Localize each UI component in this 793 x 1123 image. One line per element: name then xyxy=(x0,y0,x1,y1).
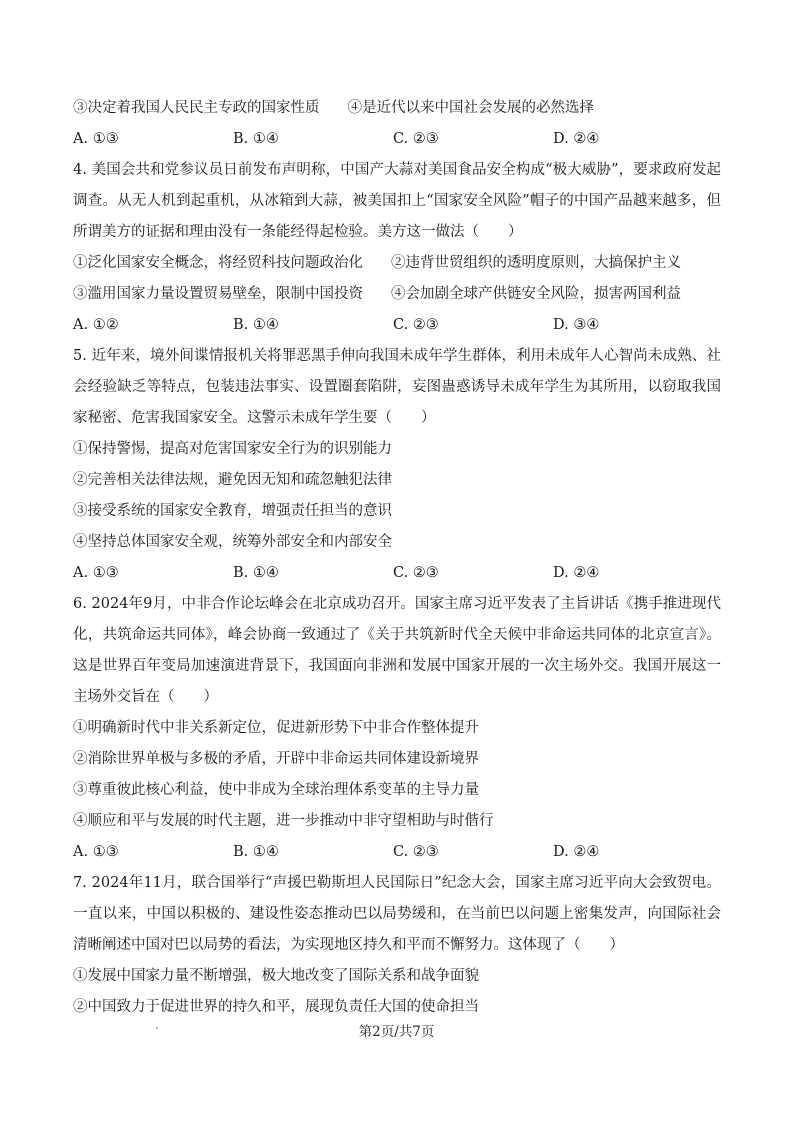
q7-statement-2: ②中国致力于促进世界的持久和平，展现负责任大国的使命担当 xyxy=(73,999,479,1015)
q4-stem: 4. 美国会共和党参议员日前发布声明称，中国产大蒜对美国食品安全构成“极大威胁”，要求政府发起调查。从无人机到起重机，从冰箱到大蒜，被美国扣上“国家安全风险”帽子的中国产品越来越多，但所谓美方的证据和理由没有一条能经得起检验。美方这一做法（ ） xyxy=(73,162,721,240)
q3-options xyxy=(73,124,723,155)
q7-statement-1: ①发展中国家力量不断增强，极大地改变了国际关系和战争面貌 xyxy=(73,968,479,984)
q4-statement-4: ④会加剧全球产供链安全风险，损害两国利益 xyxy=(391,286,681,302)
q6-stem: 6. 2024年9月，中非合作论坛峰会在北京成功召开。国家主席习近平发表了主旨讲话《携手推进现代化，共筑命运共同体》，峰会协商一致通过了《关于共筑新时代全天候中非命运共同体的北京宣言》。这是世界百年变局加速演进背景下，我国面向非洲和发展中国家开展的一次主场外交。我国开展这一主场外交旨在（ ） xyxy=(73,596,721,705)
q5-stem: 5. 近年来，境外间谍情报机关将罪恶黑手伸向我国未成年学生群体，利用未成年人心智尚未成熟、社会经验缺乏等特点，包装违法事实、设置圈套陷阱，妄图蛊惑诱导未成年学生为其所用，以窃取我国家秘密、危害我国家安全。这警示未成年学生要（ ） xyxy=(73,348,721,426)
q6-option-a: A. ①③ xyxy=(73,844,119,860)
q3-option-b: B. ①④ xyxy=(233,131,279,147)
q6-option-c: C. ②③ xyxy=(393,844,439,860)
page-number-footer: 第2页/共7页 xyxy=(358,1024,435,1040)
q5-options xyxy=(73,558,723,589)
q6-statement-4: ④顺应和平与发展的时代主题，进一步推动中非守望相助与时偕行 xyxy=(73,813,494,829)
q5-option-a: A. ①③ xyxy=(73,565,119,581)
q5-statement-2: ②完善相关法律法规，避免因无知和疏忽触犯法律 xyxy=(73,472,392,488)
q4-option-a: A. ①② xyxy=(73,317,119,333)
q6-statement-3: ③尊重彼此核心利益，使中非成为全球治理体系变革的主导力量 xyxy=(73,782,479,798)
q4-statement-1: ①泛化国家安全概念，将经贸科技问题政治化 xyxy=(73,255,363,271)
q4-statement-pair-2 xyxy=(73,279,723,310)
q3-statement-pair xyxy=(73,93,723,124)
q5-option-c: C. ②③ xyxy=(393,565,439,581)
q4-options xyxy=(73,310,723,341)
q6-option-b: B. ①④ xyxy=(233,844,279,860)
q6-option-d: D. ②④ xyxy=(553,844,600,860)
page-content xyxy=(73,93,723,1023)
q3-option-c: C. ②③ xyxy=(393,131,439,147)
q4-statement-pair-1 xyxy=(73,248,723,279)
q5-statement-4: ④坚持总体国家安全观，统筹外部安全和内部安全 xyxy=(73,534,392,550)
q6-statement-2: ②消除世界单极与多极的矛盾，开辟中非命运共同体建设新境界 xyxy=(73,751,479,767)
q3-option-a: A. ①③ xyxy=(73,131,119,147)
q5-option-b: B. ①④ xyxy=(233,565,279,581)
q4-option-d: D. ③④ xyxy=(553,317,600,333)
q6-statement-1: ①明确新时代中非关系新定位，促进新形势下中非合作整体提升 xyxy=(73,720,479,736)
q3-statement-4: ④是近代以来中国社会发展的必然选择 xyxy=(347,100,594,116)
q4-option-b: B. ①④ xyxy=(233,317,279,333)
q5-option-d: D. ②④ xyxy=(553,565,600,581)
q3-option-d: D. ②④ xyxy=(553,131,600,147)
q5-statement-1: ①保持警惕，提高对危害国家安全行为的识别能力 xyxy=(73,441,392,457)
q3-statement-3: ③决定着我国人民民主专政的国家性质 xyxy=(73,100,320,116)
q5-statement-3: ③接受系统的国家安全教育，增强责任担当的意识 xyxy=(73,503,392,519)
q6-options xyxy=(73,837,723,868)
q4-statement-2: ②违背世贸组织的透明度原则，大搞保护主义 xyxy=(391,255,681,271)
q4-option-c: C. ②③ xyxy=(393,317,439,333)
q7-stem: 7. 2024年11月，联合国举行“声援巴勒斯坦人民国际日”纪念大会，国家主席习近平向大会致贺电。一直以来，中国以积极的、建设性姿态推动巴以局势缓和，在当前巴以问题上密集发声，向国际社会清晰阐述中国对巴以局势的看法，为实现地区持久和平而不懈努力。这体现了（ ） xyxy=(73,875,721,953)
q4-statement-3: ③滥用国家力量设置贸易壁垒，限制中国投资 xyxy=(73,286,363,302)
